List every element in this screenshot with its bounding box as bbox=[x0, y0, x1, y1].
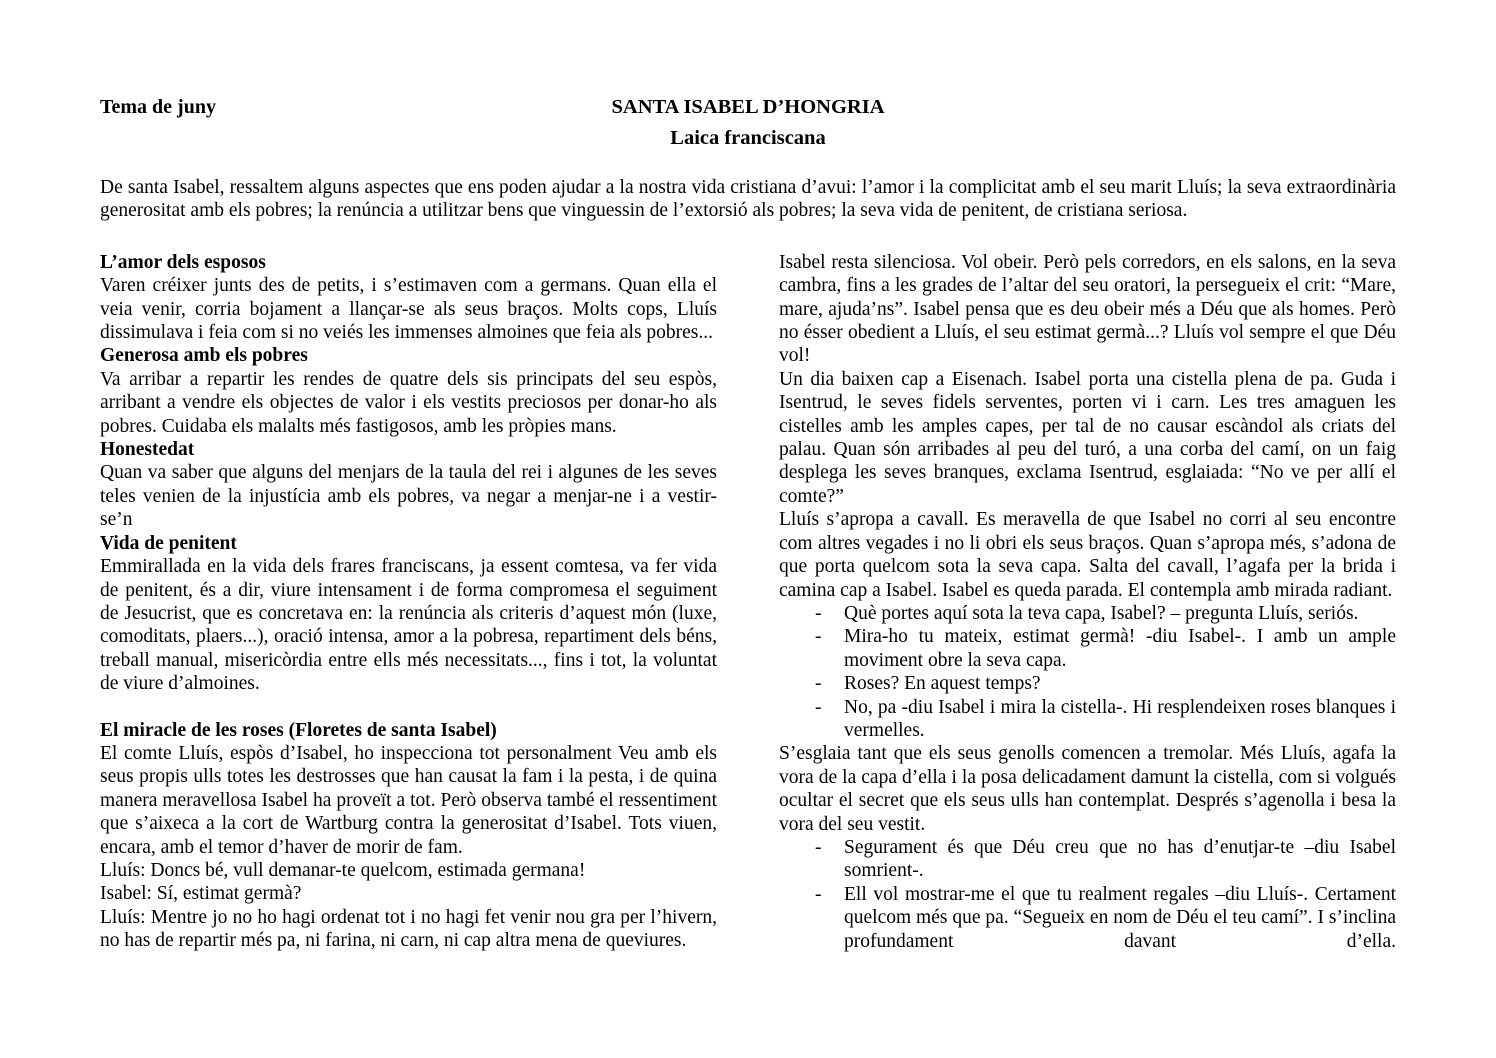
left-column bbox=[100, 251, 717, 953]
dialog-line-isabel: Isabel: Sí, estimat germà? bbox=[100, 883, 302, 905]
dialog-line-lluis-1: Lluís: Doncs bé, vull demanar-te quelcom, estimada germana! bbox=[100, 859, 586, 881]
section-body-miracle: El comte Lluís, espòs d’Isabel, ho inspecciona tot personalment Veu amb els seus propis ulls totes les destrosses que han causat la fam i la pesta, i de quina manera meravellosa Isabel ha proveït a tot. Però observa també el ressentiment que s’aixeca a la cort de Wartburg contra la generositat d’Isabel. Tots viuen, encara, amb el temor d’haver de morir de fam. bbox=[100, 742, 717, 858]
paragraph-lluis-cavall: Lluís s’apropa a cavall. Es meravella de que Isabel no corri al seu encontre com altres vegades i no li obri els seus braços. Quan s’apropa més, s’adona de que porta quelcom sota la seva capa. Salta del cavall, l’agafa per la brida i camina cap a Isabel. Isabel es queda parada. El contempla amb mirada radiant. bbox=[779, 509, 1396, 601]
section-heading-honestedat: Honestedat bbox=[100, 439, 195, 461]
two-column-body bbox=[100, 251, 1396, 953]
page-title: SANTA ISABEL D’HONGRIA bbox=[611, 96, 885, 118]
paragraph-isabel-resta: Isabel resta silenciosa. Vol obeir. Però pels corredors, en els salons, en la seva cambra, fins a les grades de l’altar del seu oratori, la persegueix el crit: “Mare, mare, ajuda’ns”. Isabel pensa que es deu obeir més a Déu que als homes. Però no ésser obedient a Lluís, el seu estimat germà...? Lluís vol sempre el que Déu vol! bbox=[779, 251, 1396, 367]
dialog-bullet-6: - Ell vol mostrar-me el que tu realment regales –diu Lluís-. Certament quelcom més que pa. “Segueix en nom de Déu el teu camí”. I s’inclina profundament davant d’ella. bbox=[779, 883, 1396, 953]
header-row bbox=[100, 96, 1396, 123]
dialog-bullet-4: - No, pa -diu Isabel i mira la cistella-. Hi resplendeixen roses blanques i vermelles. bbox=[779, 696, 1396, 743]
section-body-penitent: Emmirallada en la vida dels frares franciscans, ja essent comtesa, va fer vida de penitent, és a dir, viure intensament i de forma compromesa el seguiment de Jesucrist, que es concretava en: la renúncia als criteris d’aquest món (luxe, comoditats, plaers...), oració intensa, amor a la pobresa, repartiment dels béns, treball manual, misericòrdia entre ells més necessitats..., fins i tot, la voluntat de viure d’almoines. bbox=[100, 556, 717, 695]
section-heading-penitent: Vida de penitent bbox=[100, 532, 237, 554]
dialog-line-lluis-2: Lluís: Mentre jo no ho hagi ordenat tot i no hagi fet venir nou gra per l’hivern, no has de repartir més pa, ni farina, ni carn, ni cap altra mena de queviures. bbox=[100, 906, 717, 952]
intro-paragraph: De santa Isabel, ressaltem alguns aspectes que ens poden ajudar a la nostra vida cristiana d’avui: l’amor i la complicitat amb el seu marit Lluís; la seva extraordinària generositat amb els pobres; la renúncia a utilitzar bens que vinguessin de l’extorsió als pobres; la seva vida de penitent, de cristiana seriosa. bbox=[100, 177, 1396, 222]
section-heading-amor: L’amor dels esposos bbox=[100, 251, 266, 273]
dialog-bullet-5: - Segurament és que Déu creu que no has d’enutjar-te –diu Isabel somrient-. bbox=[779, 836, 1396, 883]
section-heading-generosa: Generosa amb els pobres bbox=[100, 345, 308, 367]
section-heading-miracle: El miracle de les roses (Floretes de santa Isabel) bbox=[100, 719, 497, 741]
paragraph-sesglaia: S’esglaia tant que els seus genolls comencen a tremolar. Més Lluís, agafa la vora de la capa d’ella i la posa delicadament damunt la cistella, com si volgués ocultar el secret que els seus ulls han contemplat. Després s’agenolla i besa la vora del seu vestit. bbox=[779, 743, 1396, 835]
page-subtitle: Laica franciscana bbox=[670, 127, 826, 149]
theme-label: Tema de juny bbox=[100, 96, 216, 118]
paragraph-eisenach: Un dia baixen cap a Eisenach. Isabel porta una cistella plena de pa. Guda i Isentrud, le seves fidels serventes, porten vi i carn. Les tres amaguen les cistelles amb les amples capes, per tal de no causar escàndol als criats del palau. Quan són arribades al peu del turó, a una corba del camí, on un faig desplega les seves branques, exclama Isentrud, esglaiada: “No ve per allí el comte?” bbox=[779, 368, 1396, 507]
dialog-bullet-1: - Què portes aquí sota la teva capa, Isabel? – pregunta Lluís, seriós. bbox=[779, 602, 1396, 625]
dialog-bullet-3: - Roses? En aquest temps? bbox=[779, 672, 1396, 695]
right-column bbox=[779, 251, 1396, 953]
section-body-amor: Varen créixer junts des de petits, i s’estimaven com a germans. Quan ella el veia venir, corria bojament a llançar-se als seus braços. Molts cops, Lluís dissimulava i feia com si no veiés les immenses almoines que feia als pobres... bbox=[100, 275, 717, 344]
dialog-bullet-2: - Mira-ho tu mateix, estimat germà! -diu Isabel-. I amb un ample moviment obre la seva capa. bbox=[779, 625, 1396, 672]
section-body-honestedat: Quan va saber que alguns del menjars de la taula del rei i algunes de les seves teles venien de la injustícia amb els pobres, va negar a menjar-ne i a vestir-se’n bbox=[100, 462, 717, 531]
section-body-generosa: Va arribar a repartir les rendes de quatre dels sis principats del seu espòs, arribant a vendre els objectes de valor i els vestits preciosos per donar-ho als pobres. Cuidaba els malalts més fastigosos, amb les pròpies mans. bbox=[100, 368, 717, 437]
